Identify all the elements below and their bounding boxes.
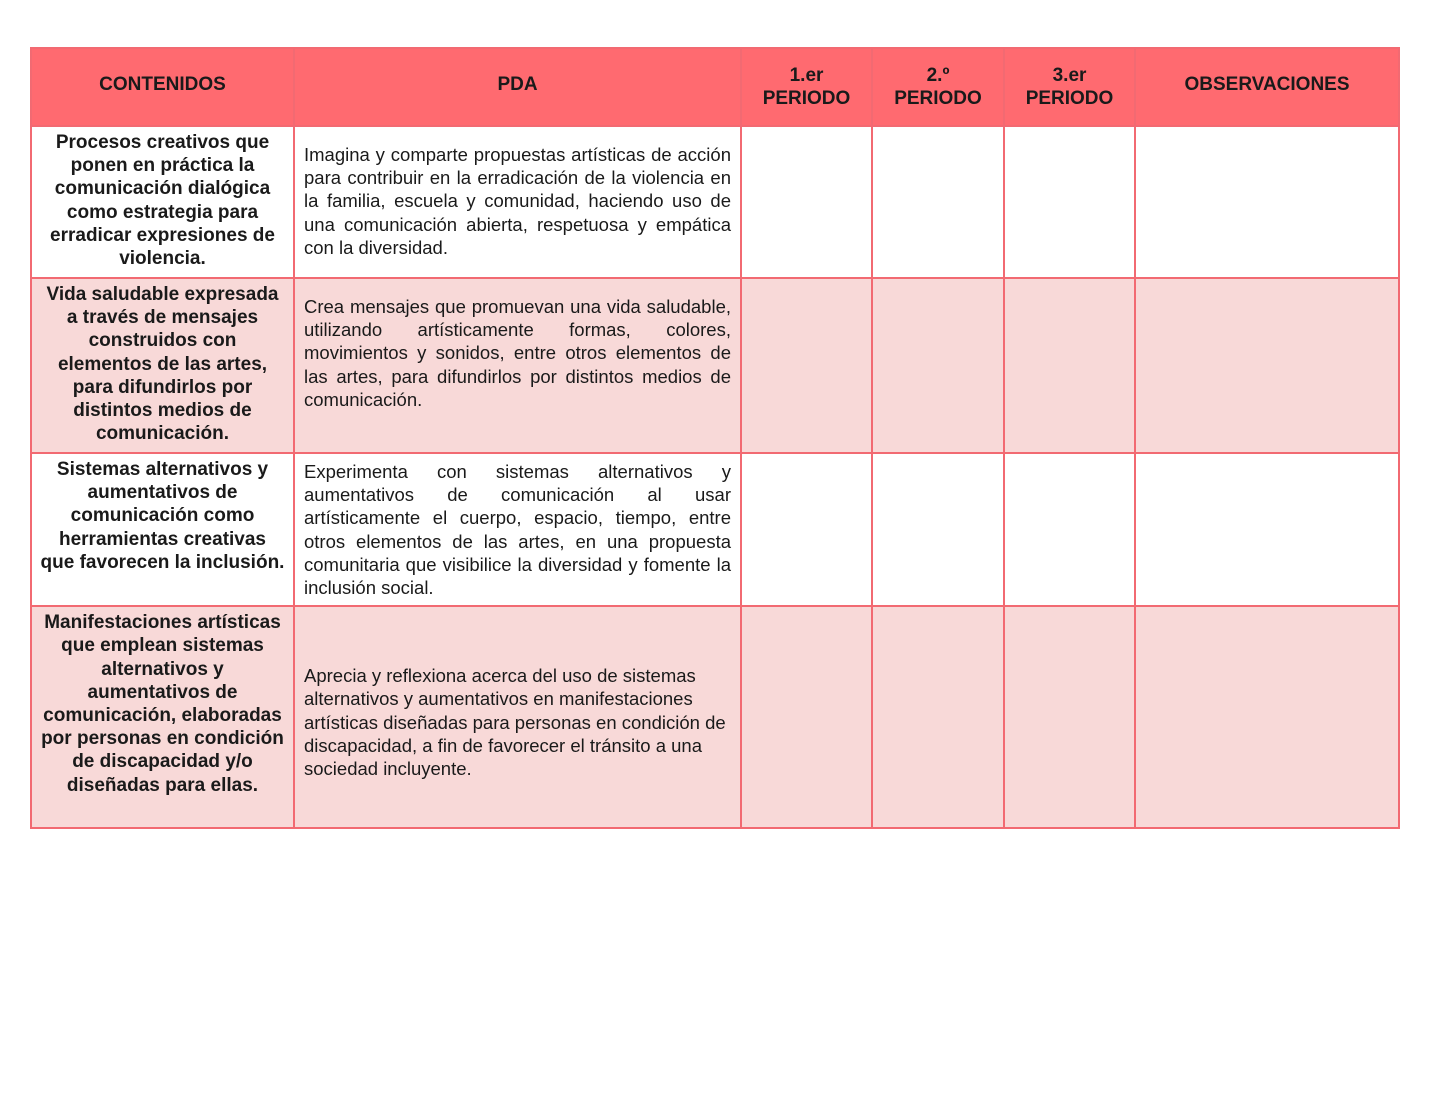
pda-cell: Imagina y comparte propuestas artísticas de acción para contribuir en la erradicación de la violencia en la familia, escuela y comunidad, haciendo uso de una comunicación abierta, respetuosa y empática con la diversidad. [294, 126, 741, 278]
pda-cell: Aprecia y reflexiona acerca del uso de sistemas alternativos y aumentativos en manifestaciones artísticas diseñadas para personas en condición de discapacidad, a fin de favorecer el tránsito a una sociedad incluyente. [294, 606, 741, 828]
table-header-row [31, 48, 1399, 126]
header-period-3: 3.er PERIODO [1004, 48, 1135, 126]
period-1-cell[interactable] [741, 606, 872, 828]
header-period-1: 1.er PERIODO [741, 48, 872, 126]
table-row [31, 453, 1399, 606]
header-period-2: 2.º PERIODO [872, 48, 1004, 126]
observaciones-cell[interactable] [1135, 606, 1399, 828]
observaciones-cell[interactable] [1135, 278, 1399, 453]
contenido-cell: Sistemas alternativos y aumentativos de comunicación como herramientas creativas que favorecen la inclusión. [31, 453, 294, 606]
pda-cell: Experimenta con sistemas alternativos y aumentativos de comunicación al usar artísticamente el cuerpo, espacio, tiempo, entre otros elementos de las artes, en una propuesta comunitaria que visibilice la diversidad y fomente la inclusión social. [294, 453, 741, 606]
period-3-cell[interactable] [1004, 126, 1135, 278]
planning-sheet [30, 47, 1398, 829]
period-1-cell[interactable] [741, 126, 872, 278]
period-1-cell[interactable] [741, 278, 872, 453]
table-row [31, 278, 1399, 453]
planning-table [30, 47, 1400, 829]
header-pda: PDA [294, 48, 741, 126]
pda-cell: Crea mensajes que promuevan una vida saludable, utilizando artísticamente formas, colores, movimientos y sonidos, entre otros elementos de las artes, para difundirlos por distintos medios de comunicación. [294, 278, 741, 453]
header-contenidos: CONTENIDOS [31, 48, 294, 126]
period-3-cell[interactable] [1004, 606, 1135, 828]
table-row [31, 606, 1399, 828]
period-2-cell[interactable] [872, 606, 1004, 828]
contenido-cell: Manifestaciones artísticas que emplean sistemas alternativos y aumentativos de comunicación, elaboradas por personas en condición de discapacidad y/o diseñadas para ellas. [31, 606, 294, 828]
observaciones-cell[interactable] [1135, 126, 1399, 278]
period-2-cell[interactable] [872, 126, 1004, 278]
period-1-cell[interactable] [741, 453, 872, 606]
period-3-cell[interactable] [1004, 278, 1135, 453]
contenido-cell: Procesos creativos que ponen en práctica la comunicación dialógica como estrategia para erradicar expresiones de violencia. [31, 126, 294, 278]
contenido-cell: Vida saludable expresada a través de mensajes construidos con elementos de las artes, para difundirlos por distintos medios de comunicación. [31, 278, 294, 453]
period-2-cell[interactable] [872, 278, 1004, 453]
header-observaciones: OBSERVACIONES [1135, 48, 1399, 126]
table-row [31, 126, 1399, 278]
period-3-cell[interactable] [1004, 453, 1135, 606]
observaciones-cell[interactable] [1135, 453, 1399, 606]
period-2-cell[interactable] [872, 453, 1004, 606]
